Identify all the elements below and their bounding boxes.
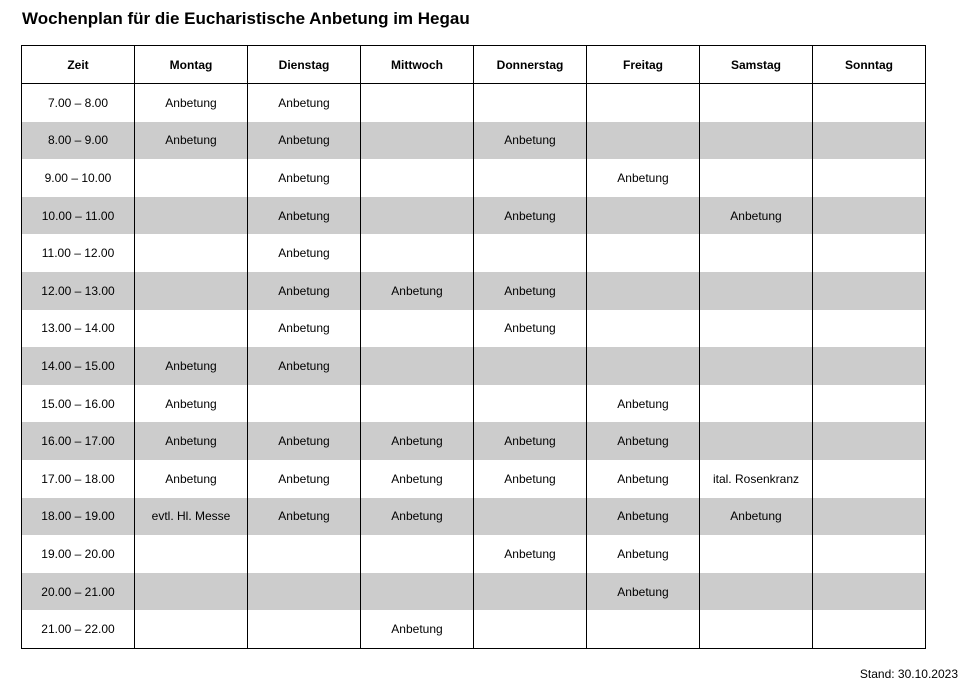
cell-dienstag <box>248 385 361 423</box>
cell-sonntag <box>813 84 926 122</box>
cell-donnerstag: Anbetung <box>474 310 587 348</box>
cell-mittwoch <box>361 197 474 235</box>
cell-samstag <box>700 84 813 122</box>
cell-samstag: Anbetung <box>700 197 813 235</box>
cell-mittwoch: Anbetung <box>361 498 474 536</box>
time-slot-cell: 7.00 – 8.00 <box>22 84 135 122</box>
cell-mittwoch: Anbetung <box>361 460 474 498</box>
cell-donnerstag: Anbetung <box>474 122 587 160</box>
cell-montag <box>135 159 248 197</box>
cell-samstag <box>700 234 813 272</box>
cell-sonntag <box>813 197 926 235</box>
cell-dienstag: Anbetung <box>248 159 361 197</box>
cell-freitag <box>587 197 700 235</box>
cell-mittwoch: Anbetung <box>361 422 474 460</box>
cell-montag: evtl. Hl. Messe <box>135 498 248 536</box>
cell-freitag: Anbetung <box>587 385 700 423</box>
header-sonntag: Sonntag <box>813 46 926 84</box>
cell-mittwoch <box>361 385 474 423</box>
cell-donnerstag: Anbetung <box>474 535 587 573</box>
table-row <box>22 498 926 536</box>
cell-samstag <box>700 610 813 648</box>
header-samstag: Samstag <box>700 46 813 84</box>
table-row <box>22 234 926 272</box>
cell-dienstag: Anbetung <box>248 197 361 235</box>
cell-sonntag <box>813 122 926 160</box>
stand-date: Stand: 30.10.2023 <box>859 667 958 681</box>
cell-sonntag <box>813 385 926 423</box>
cell-sonntag <box>813 573 926 611</box>
schedule-table <box>21 45 926 649</box>
cell-samstag <box>700 385 813 423</box>
cell-dienstag <box>248 535 361 573</box>
cell-montag: Anbetung <box>135 422 248 460</box>
header-donnerstag: Donnerstag <box>474 46 587 84</box>
time-slot-cell: 17.00 – 18.00 <box>22 460 135 498</box>
header-montag: Montag <box>135 46 248 84</box>
cell-donnerstag: Anbetung <box>474 272 587 310</box>
cell-freitag <box>587 84 700 122</box>
cell-dienstag: Anbetung <box>248 498 361 536</box>
cell-mittwoch <box>361 159 474 197</box>
cell-dienstag: Anbetung <box>248 122 361 160</box>
schedule-body <box>22 84 926 649</box>
cell-donnerstag: Anbetung <box>474 197 587 235</box>
cell-montag <box>135 234 248 272</box>
cell-samstag <box>700 535 813 573</box>
cell-freitag <box>587 347 700 385</box>
cell-donnerstag: Anbetung <box>474 422 587 460</box>
cell-montag: Anbetung <box>135 460 248 498</box>
time-slot-cell: 9.00 – 10.00 <box>22 159 135 197</box>
header-freitag: Freitag <box>587 46 700 84</box>
cell-dienstag: Anbetung <box>248 84 361 122</box>
cell-samstag <box>700 122 813 160</box>
cell-donnerstag <box>474 347 587 385</box>
cell-mittwoch <box>361 535 474 573</box>
cell-samstag <box>700 310 813 348</box>
table-row <box>22 159 926 197</box>
cell-dienstag <box>248 610 361 648</box>
cell-mittwoch <box>361 573 474 611</box>
cell-donnerstag <box>474 234 587 272</box>
time-slot-cell: 10.00 – 11.00 <box>22 197 135 235</box>
cell-montag <box>135 272 248 310</box>
cell-sonntag <box>813 347 926 385</box>
cell-montag <box>135 610 248 648</box>
time-slot-cell: 21.00 – 22.00 <box>22 610 135 648</box>
table-row <box>22 460 926 498</box>
cell-dienstag: Anbetung <box>248 347 361 385</box>
cell-mittwoch <box>361 234 474 272</box>
table-row <box>22 573 926 611</box>
cell-freitag: Anbetung <box>587 535 700 573</box>
cell-freitag: Anbetung <box>587 573 700 611</box>
table-row <box>22 310 926 348</box>
cell-mittwoch: Anbetung <box>361 610 474 648</box>
cell-sonntag <box>813 159 926 197</box>
cell-montag: Anbetung <box>135 122 248 160</box>
cell-montag <box>135 197 248 235</box>
cell-mittwoch <box>361 310 474 348</box>
table-row <box>22 347 926 385</box>
time-slot-cell: 11.00 – 12.00 <box>22 234 135 272</box>
time-slot-cell: 19.00 – 20.00 <box>22 535 135 573</box>
cell-freitag: Anbetung <box>587 422 700 460</box>
cell-sonntag <box>813 422 926 460</box>
time-slot-cell: 8.00 – 9.00 <box>22 122 135 160</box>
cell-montag: Anbetung <box>135 385 248 423</box>
table-row <box>22 122 926 160</box>
cell-sonntag <box>813 498 926 536</box>
cell-sonntag <box>813 310 926 348</box>
cell-donnerstag <box>474 84 587 122</box>
cell-donnerstag <box>474 573 587 611</box>
time-slot-cell: 20.00 – 21.00 <box>22 573 135 611</box>
table-row <box>22 84 926 122</box>
header-row <box>22 46 926 84</box>
cell-donnerstag <box>474 610 587 648</box>
cell-dienstag <box>248 573 361 611</box>
time-slot-cell: 13.00 – 14.00 <box>22 310 135 348</box>
cell-samstag: ital. Rosenkranz <box>700 460 813 498</box>
cell-dienstag: Anbetung <box>248 460 361 498</box>
time-slot-cell: 18.00 – 19.00 <box>22 498 135 536</box>
cell-donnerstag <box>474 159 587 197</box>
table-row <box>22 272 926 310</box>
cell-freitag: Anbetung <box>587 460 700 498</box>
cell-dienstag: Anbetung <box>248 272 361 310</box>
cell-freitag <box>587 310 700 348</box>
time-slot-cell: 12.00 – 13.00 <box>22 272 135 310</box>
cell-sonntag <box>813 535 926 573</box>
cell-sonntag <box>813 234 926 272</box>
time-slot-cell: 15.00 – 16.00 <box>22 385 135 423</box>
table-row <box>22 535 926 573</box>
cell-dienstag: Anbetung <box>248 234 361 272</box>
cell-freitag <box>587 234 700 272</box>
cell-samstag <box>700 573 813 611</box>
cell-donnerstag: Anbetung <box>474 460 587 498</box>
header-dienstag: Dienstag <box>248 46 361 84</box>
cell-montag: Anbetung <box>135 347 248 385</box>
cell-mittwoch <box>361 122 474 160</box>
cell-freitag <box>587 610 700 648</box>
cell-montag <box>135 535 248 573</box>
schedule-header <box>22 46 926 84</box>
cell-mittwoch <box>361 84 474 122</box>
cell-samstag <box>700 422 813 460</box>
cell-montag: Anbetung <box>135 84 248 122</box>
cell-montag <box>135 310 248 348</box>
cell-montag <box>135 573 248 611</box>
cell-freitag <box>587 272 700 310</box>
table-row <box>22 385 926 423</box>
cell-donnerstag <box>474 385 587 423</box>
header-mittwoch: Mittwoch <box>361 46 474 84</box>
cell-mittwoch: Anbetung <box>361 272 474 310</box>
cell-sonntag <box>813 272 926 310</box>
cell-sonntag <box>813 610 926 648</box>
cell-freitag: Anbetung <box>587 159 700 197</box>
header-zeit: Zeit <box>22 46 135 84</box>
cell-samstag <box>700 159 813 197</box>
cell-samstag: Anbetung <box>700 498 813 536</box>
cell-samstag <box>700 272 813 310</box>
cell-sonntag <box>813 460 926 498</box>
time-slot-cell: 14.00 – 15.00 <box>22 347 135 385</box>
page-title: Wochenplan für die Eucharistische Anbetung im Hegau <box>22 9 470 28</box>
cell-donnerstag <box>474 498 587 536</box>
cell-dienstag: Anbetung <box>248 422 361 460</box>
cell-freitag <box>587 122 700 160</box>
time-slot-cell: 16.00 – 17.00 <box>22 422 135 460</box>
table-row <box>22 422 926 460</box>
cell-mittwoch <box>361 347 474 385</box>
cell-dienstag: Anbetung <box>248 310 361 348</box>
table-row <box>22 610 926 648</box>
cell-freitag: Anbetung <box>587 498 700 536</box>
cell-samstag <box>700 347 813 385</box>
table-row <box>22 197 926 235</box>
